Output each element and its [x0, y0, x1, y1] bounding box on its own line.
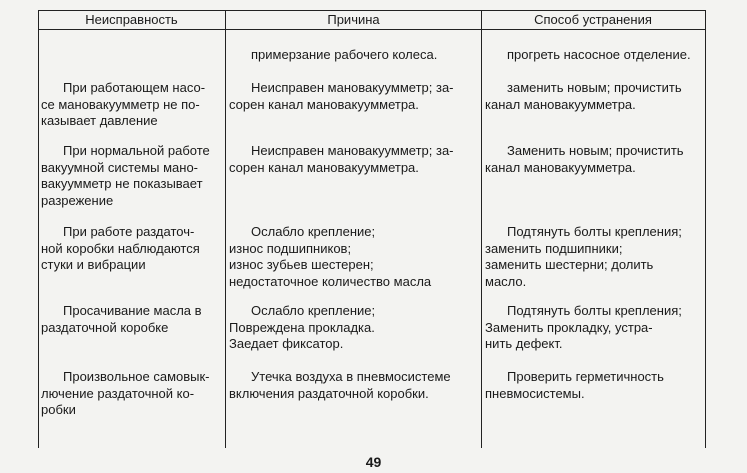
cell-cause [229, 47, 477, 64]
cell-cause [229, 143, 477, 176]
cell-line: заменить подшипники; [485, 240, 623, 256]
header-fault: Неисправность [85, 12, 178, 27]
cell-line: Заменить прокладку, устра- [485, 319, 653, 335]
cell-line: Ослабло крепление; [251, 303, 376, 318]
cell-line: стуки и вибрации [41, 257, 146, 272]
cell-line: вакуумной системы мано- [41, 159, 198, 175]
header-bottom-border [38, 29, 706, 30]
cell-line: Заедает фиксатор. [229, 336, 344, 351]
cell-line: заменить новым; прочистить [507, 80, 682, 95]
cell-fix [485, 80, 701, 113]
cell-fault [41, 369, 221, 419]
cell-line: пневмосистемы. [485, 385, 585, 401]
cell-line: износ подшипников; [229, 240, 352, 256]
cell-line: заменить шестерни; долить [485, 257, 654, 272]
cell-line: сорен канал мановакуумметра. [229, 96, 419, 112]
cell-line: вакуумметр не показывает [41, 176, 203, 191]
cell-fix [485, 303, 701, 353]
cell-line: Неисправен мановакуумметр; за- [251, 80, 454, 95]
cell-line: сорен канал мановакуумметра. [229, 159, 419, 175]
cell-line: Ослабло крепление; [251, 224, 376, 239]
cell-line: нить дефект. [485, 336, 563, 351]
cell-fault [41, 224, 221, 274]
cell-fault [41, 143, 221, 209]
cell-line: раздаточной коробке [41, 319, 169, 335]
cell-line: масло. [485, 273, 527, 289]
cell-line: Утечка воздуха в пневмосистеме [251, 369, 451, 384]
cell-line: недостаточное количество масла [229, 273, 432, 289]
cell-line: се мановакуумметр не по- [41, 96, 200, 112]
cell-line: Произвольное самовык- [63, 369, 210, 384]
cell-line: Просачивание масла в [63, 303, 202, 318]
cell-fix [485, 224, 701, 290]
cell-line: При работе раздаточ- [63, 224, 195, 239]
cell-cause [229, 80, 477, 113]
page-number: 49 [365, 454, 382, 470]
cell-line: износ зубьев шестерен; [229, 257, 374, 272]
cell-line: При нормальной работе [63, 143, 210, 158]
cell-line: Заменить новым; прочистить [507, 143, 684, 158]
cell-line: При работающем насо- [63, 80, 206, 95]
cell-line: Подтянуть болты крепления; [507, 303, 682, 318]
column-divider-1 [225, 10, 226, 448]
cell-fix [485, 369, 701, 402]
cell-line: канал мановакуумметра. [485, 96, 636, 112]
cell-line: прогреть насосное отделение. [507, 47, 691, 62]
cell-line: ной коробки наблюдаются [41, 240, 200, 256]
cell-line: примерзание рабочего колеса. [251, 47, 438, 62]
cell-fix [485, 143, 701, 176]
cell-line: канал мановакуумметра. [485, 159, 636, 175]
cell-line: Повреждена прокладка. [229, 319, 375, 335]
header-fix: Способ устранения [534, 12, 652, 27]
cell-line: робки [41, 402, 76, 417]
cell-fault [41, 303, 221, 336]
column-divider-2 [481, 10, 482, 448]
header-cause: Причина [327, 12, 380, 27]
cell-line: разрежение [41, 192, 114, 208]
cell-line: казывает давление [41, 113, 158, 128]
cell-fault [41, 80, 221, 130]
cell-line: включения раздаточной коробки. [229, 385, 429, 401]
cell-line: Подтянуть болты крепления; [507, 224, 682, 239]
cell-cause [229, 224, 477, 290]
cell-line: Проверить герметичность [507, 369, 664, 384]
cell-cause [229, 303, 477, 353]
cell-fix [485, 47, 701, 64]
cell-cause [229, 369, 477, 402]
cell-line: лючение раздаточной ко- [41, 385, 195, 401]
cell-line: Неисправен мановакуумметр; за- [251, 143, 454, 158]
